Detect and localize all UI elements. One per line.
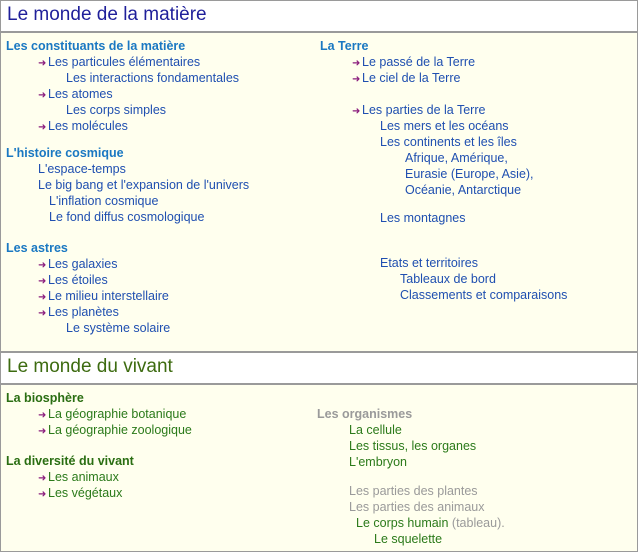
link-ciel[interactable]: Le ciel de la Terre <box>362 71 461 85</box>
link-classements[interactable]: Classements et comparaisons <box>400 288 568 302</box>
item-geo-bota[interactable] <box>38 407 186 423</box>
vivant-header <box>0 352 638 384</box>
link-mers[interactable]: Les mers et les océans <box>380 119 509 133</box>
link-planetes[interactable]: Les planètes <box>48 305 119 319</box>
item-passe[interactable] <box>352 55 475 71</box>
item-milieu[interactable] <box>38 289 169 305</box>
link-parties-animaux[interactable]: Les parties des animaux <box>349 500 485 514</box>
vivant-title: Le monde du vivant <box>7 356 173 377</box>
arrow-icon: ➜ <box>352 106 361 117</box>
item-geo-zoo[interactable] <box>38 423 192 439</box>
vivant-panel <box>0 384 638 552</box>
item-planetes[interactable] <box>38 305 119 321</box>
link-espace-temps[interactable]: L'espace-temps <box>38 162 126 176</box>
link-animaux[interactable]: Les animaux <box>48 470 119 484</box>
matiere-panel <box>0 32 638 352</box>
link-big-bang[interactable]: Le big bang et l'expansion de l'univers <box>38 178 250 192</box>
link-tissus[interactable]: Les tissus, les organes <box>349 439 477 453</box>
link-montagnes[interactable]: Les montagnes <box>380 211 466 225</box>
item-parties[interactable] <box>352 103 485 119</box>
link-inflation[interactable]: L'inflation cosmique <box>49 194 159 208</box>
link-atomes[interactable]: Les atomes <box>48 87 113 101</box>
link-molecules[interactable]: Les molécules <box>48 119 128 133</box>
link-diversite[interactable]: La diversité du vivant <box>6 454 134 468</box>
link-interactions[interactable]: Les interactions fondamentales <box>66 71 240 85</box>
link-geo-bota[interactable]: La géographie botanique <box>48 407 187 421</box>
matiere-title: Le monde de la matière <box>7 4 207 25</box>
link-galaxies[interactable]: Les galaxies <box>48 257 118 271</box>
arrow-icon: ➜ <box>352 74 361 85</box>
link-constituants[interactable]: Les constituants de la matière <box>6 39 186 53</box>
arrow-icon: ➜ <box>38 410 47 421</box>
arrow-icon: ➜ <box>38 292 47 303</box>
arrow-icon: ➜ <box>38 473 47 484</box>
arrow-icon: ➜ <box>38 426 47 437</box>
link-parties[interactable]: Les parties de la Terre <box>362 103 486 117</box>
link-etats[interactable]: Etats et territoires <box>380 256 478 270</box>
arrow-icon: ➜ <box>38 90 47 101</box>
arrow-icon: ➜ <box>38 276 47 287</box>
link-astres[interactable]: Les astres <box>6 241 68 255</box>
item-atomes[interactable] <box>38 87 113 103</box>
link-organismes[interactable]: Les organismes <box>317 407 413 421</box>
item-particules[interactable] <box>38 55 200 71</box>
link-oceanie[interactable]: Océanie, Antarctique <box>405 183 522 197</box>
arrow-icon: ➜ <box>38 260 47 271</box>
link-geo-zoo[interactable]: La géographie zoologique <box>48 423 192 437</box>
item-animaux[interactable] <box>38 470 119 486</box>
link-afrique[interactable]: Afrique, Amérique, <box>405 151 508 165</box>
link-histoire[interactable]: L'histoire cosmique <box>6 146 124 160</box>
item-ciel[interactable] <box>352 71 460 87</box>
link-passe[interactable]: Le passé de la Terre <box>362 55 476 69</box>
link-corps-simples[interactable]: Les corps simples <box>66 103 167 117</box>
link-systeme-solaire[interactable]: Le système solaire <box>66 321 171 335</box>
link-etoiles[interactable]: Les étoiles <box>48 273 108 287</box>
item-etoiles[interactable] <box>38 273 108 289</box>
item-vegetaux[interactable] <box>38 486 122 502</box>
link-parties-plantes[interactable]: Les parties des plantes <box>349 484 478 498</box>
arrow-icon: ➜ <box>38 308 47 319</box>
matiere-header <box>0 0 638 32</box>
link-embryon[interactable]: L'embryon <box>349 455 407 469</box>
item-galaxies[interactable] <box>38 257 118 273</box>
link-continents[interactable]: Les continents et les îles <box>380 135 517 149</box>
link-biosphere[interactable]: La biosphère <box>6 391 84 405</box>
link-particules[interactable]: Les particules élémentaires <box>48 55 201 69</box>
link-squelette[interactable]: Le squelette <box>374 532 443 546</box>
link-vegetaux[interactable]: Les végétaux <box>48 486 123 500</box>
link-fond-diffus[interactable]: Le fond diffus cosmologique <box>49 210 205 224</box>
link-tableaux[interactable]: Tableaux de bord <box>400 272 496 286</box>
arrow-icon: ➜ <box>352 58 361 69</box>
link-terre[interactable]: La Terre <box>320 39 369 53</box>
item-molecules[interactable] <box>38 119 128 135</box>
arrow-icon: ➜ <box>38 489 47 500</box>
link-cellule[interactable]: La cellule <box>349 423 402 437</box>
link-tableau[interactable]: (tableau). <box>451 516 505 530</box>
link-milieu[interactable]: Le milieu interstellaire <box>48 289 169 303</box>
link-corps-humain[interactable]: Le corps humain <box>356 516 449 530</box>
link-eurasie[interactable]: Eurasie (Europe, Asie), <box>405 167 534 181</box>
arrow-icon: ➜ <box>38 58 47 69</box>
arrow-icon: ➜ <box>38 122 47 133</box>
item-corps-humain[interactable] <box>356 516 505 531</box>
